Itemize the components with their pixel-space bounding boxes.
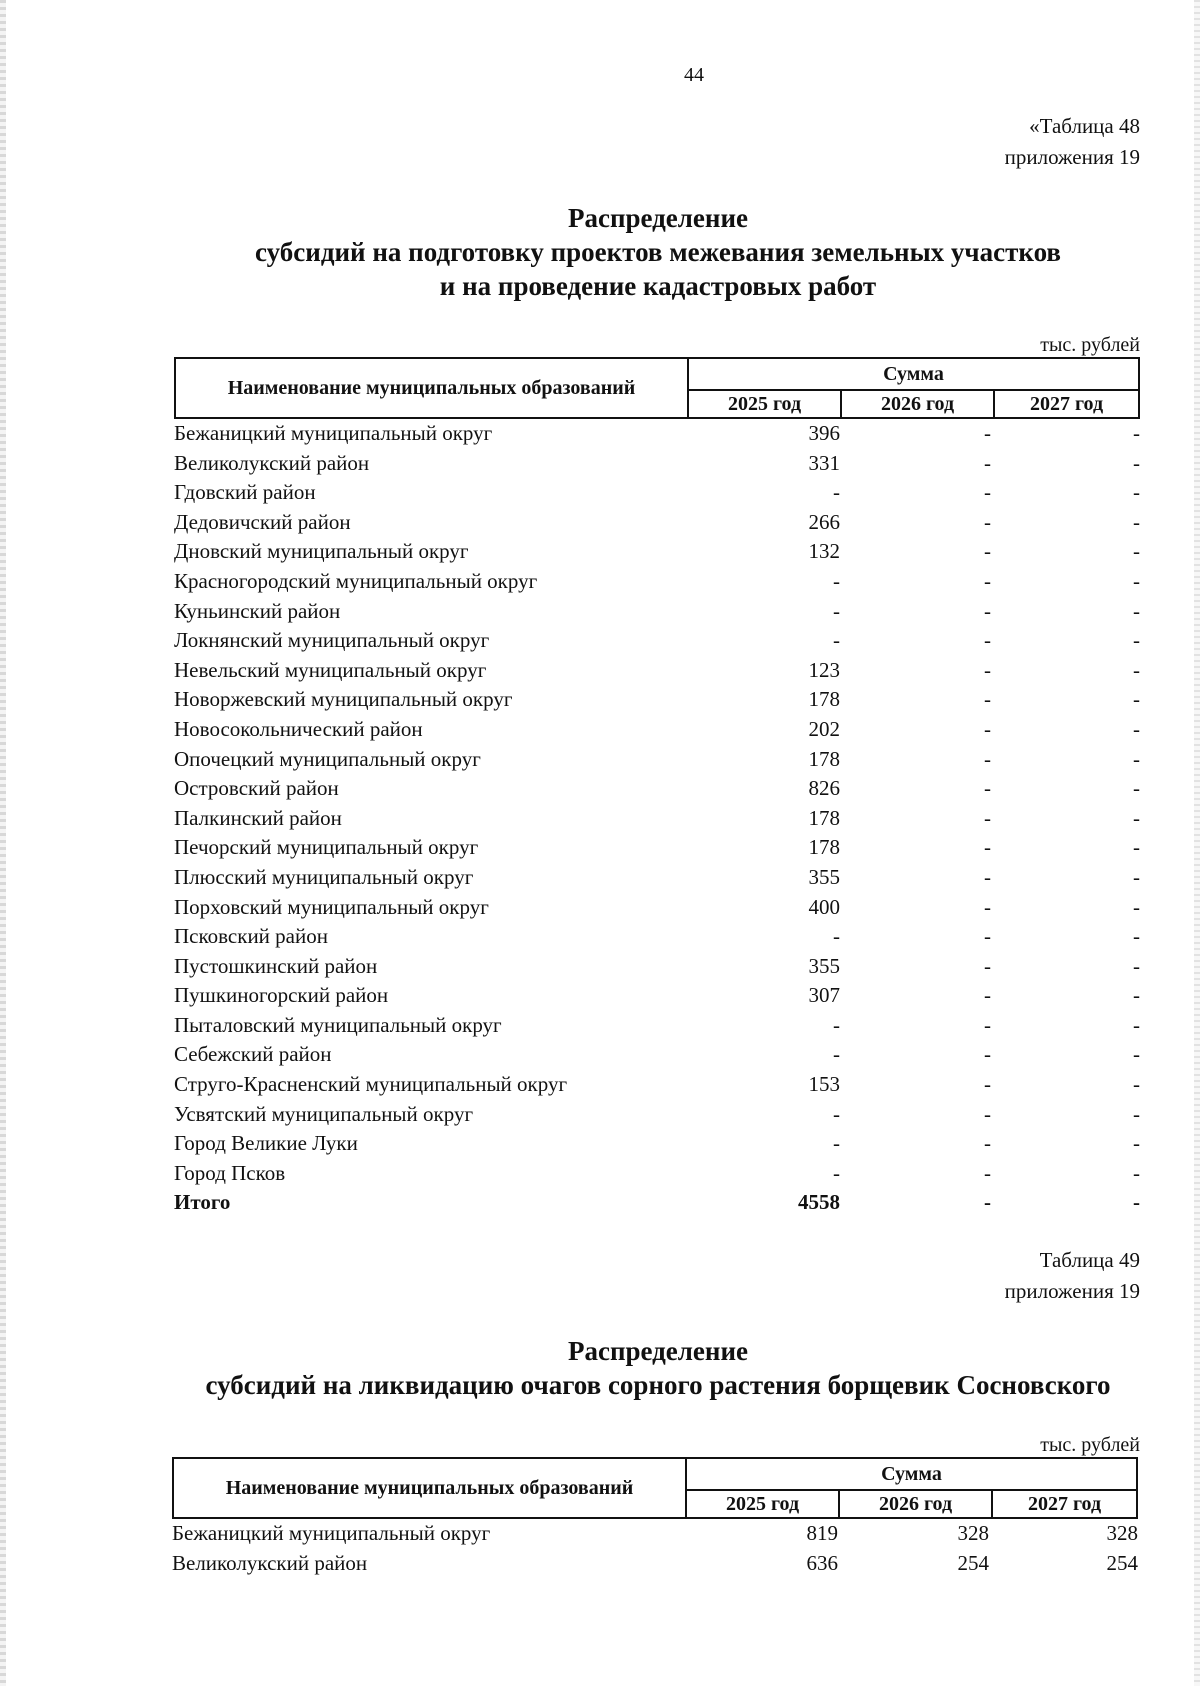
- cell-2025: 331: [808, 450, 840, 475]
- table49-title-line1: Распределение: [567, 1336, 749, 1366]
- row-name: Опочецкий муниципальный округ: [174, 746, 481, 771]
- row-name: Бежаницкий муниципальный округ: [172, 1521, 491, 1545]
- table-row: [174, 1100, 1140, 1130]
- table-row: [174, 478, 1140, 508]
- cell-2027: -: [1133, 1160, 1140, 1185]
- cell-2025: 4558: [798, 1190, 840, 1215]
- cell-2026: -: [984, 953, 991, 978]
- row-name: Город Псков: [174, 1160, 286, 1185]
- cell-2026: -: [984, 1190, 991, 1215]
- cell-2027: -: [1133, 716, 1140, 741]
- table-row: [174, 567, 1140, 597]
- row-name: Невельский муниципальный округ: [174, 657, 487, 682]
- table-row: [174, 774, 1140, 804]
- cell-2027: -: [1133, 598, 1140, 623]
- table-row: [174, 804, 1140, 834]
- table-row: [172, 1519, 1138, 1549]
- row-name: Новосокольнический район: [174, 716, 423, 741]
- cell-2025: -: [833, 1042, 840, 1067]
- table49-header-sum: Сумма: [686, 1458, 1137, 1490]
- table48-body: [174, 419, 1140, 1218]
- row-name: Дедовичский район: [174, 509, 351, 534]
- cell-2026: -: [984, 421, 991, 445]
- cell-2026: -: [984, 1160, 991, 1185]
- table-row: [174, 981, 1140, 1011]
- cell-2025: 132: [808, 539, 840, 564]
- row-name: Великолукский район: [172, 1550, 368, 1575]
- cell-2025: 826: [808, 776, 840, 801]
- table-row: [174, 1040, 1140, 1070]
- table-row: [174, 1159, 1140, 1189]
- row-name: Итого: [174, 1190, 231, 1215]
- cell-2026: -: [984, 450, 991, 475]
- row-name: Пушкиногорский район: [174, 983, 389, 1008]
- cell-2027: -: [1133, 894, 1140, 919]
- cell-2025: 153: [808, 1072, 840, 1097]
- cell-2025: -: [833, 1012, 840, 1037]
- table49-header-2026: 2026 год: [839, 1490, 992, 1518]
- table-row: [174, 745, 1140, 775]
- cell-2026: 254: [957, 1550, 989, 1575]
- table49-ref-line1: Таблица 49: [1039, 1248, 1140, 1272]
- cell-2025: 396: [808, 421, 840, 445]
- cell-2027: 328: [1106, 1521, 1138, 1545]
- cell-2026: -: [984, 1072, 991, 1097]
- cell-2025: 178: [808, 746, 840, 771]
- row-name: Себежский район: [174, 1042, 332, 1067]
- table48-header-2026: 2026 год: [841, 390, 994, 418]
- row-name: Куньинский район: [174, 598, 341, 623]
- cell-2027: -: [1133, 480, 1140, 505]
- row-name: Островский район: [174, 776, 339, 801]
- cell-2027: -: [1133, 1190, 1140, 1215]
- table48-title-line2: субсидий на подготовку проектов межевания земельных участков: [255, 237, 1061, 267]
- row-name: Новоржевский муниципальный округ: [174, 687, 513, 712]
- cell-2025: 178: [808, 805, 840, 830]
- cell-2027: -: [1133, 687, 1140, 712]
- cell-2026: -: [984, 598, 991, 623]
- table49-reference: [1005, 1245, 1140, 1307]
- cell-2025: -: [833, 1131, 840, 1156]
- cell-2027: -: [1133, 509, 1140, 534]
- table48-ref-line1: «Таблица 48: [1029, 114, 1140, 138]
- row-name: Гдовский район: [174, 480, 316, 505]
- table48-header-sum: Сумма: [688, 358, 1139, 390]
- cell-2026: -: [984, 509, 991, 534]
- table48-title: [0, 201, 1200, 303]
- table48-title-line1: Распределение: [567, 203, 749, 233]
- cell-2025: 307: [808, 983, 840, 1008]
- cell-2027: -: [1133, 1042, 1140, 1067]
- table-row: [174, 1011, 1140, 1041]
- row-name: Усвятский муниципальный округ: [174, 1101, 474, 1126]
- table-row: [174, 833, 1140, 863]
- cell-2026: -: [984, 983, 991, 1008]
- cell-2027: -: [1133, 953, 1140, 978]
- cell-2025: 819: [806, 1521, 838, 1545]
- cell-2027: -: [1133, 1012, 1140, 1037]
- table-row: [174, 893, 1140, 923]
- cell-2025: -: [833, 480, 840, 505]
- cell-2026: -: [984, 1131, 991, 1156]
- table48-header: [174, 357, 1140, 419]
- row-name: Псковский район: [174, 924, 328, 949]
- table-row: [174, 656, 1140, 686]
- cell-2027: -: [1133, 1072, 1140, 1097]
- cell-2025: -: [833, 1160, 840, 1185]
- cell-2025: 202: [808, 716, 840, 741]
- cell-2027: -: [1133, 805, 1140, 830]
- row-name: Красногородский муниципальный округ: [174, 568, 538, 593]
- table-row: [174, 715, 1140, 745]
- cell-2025: -: [833, 1101, 840, 1126]
- table48-title-line3: и на проведение кадастровых работ: [439, 271, 877, 301]
- table49-header: [172, 1457, 1138, 1519]
- cell-2026: -: [984, 894, 991, 919]
- cell-2027: -: [1133, 450, 1140, 475]
- table-row: [174, 685, 1140, 715]
- table48-ref-line2: приложения 19: [1004, 145, 1140, 169]
- cell-2025: 266: [808, 509, 840, 534]
- table-row: [174, 537, 1140, 567]
- row-name: Пустошкинский район: [174, 953, 378, 978]
- cell-2027: 254: [1106, 1550, 1138, 1575]
- row-name: Город Великие Луки: [174, 1131, 358, 1156]
- page-number: 44: [684, 64, 704, 86]
- table48-header-2025: 2025 год: [688, 390, 841, 418]
- row-name: Палкинский район: [174, 805, 342, 830]
- cell-2026: -: [984, 1042, 991, 1067]
- cell-2025: -: [833, 628, 840, 653]
- cell-2025: -: [833, 598, 840, 623]
- cell-2026: -: [984, 657, 991, 682]
- table-row: [174, 449, 1140, 479]
- cell-2027: -: [1133, 421, 1140, 445]
- row-name: Струго-Красненский муниципальный округ: [174, 1072, 568, 1097]
- table49-ref-line2: приложения 19: [1004, 1279, 1140, 1303]
- cell-2026: -: [984, 539, 991, 564]
- row-name: Дновский муниципальный округ: [174, 539, 469, 564]
- table-row: [174, 922, 1140, 952]
- cell-2026: -: [984, 1101, 991, 1126]
- cell-2025: -: [833, 924, 840, 949]
- cell-2025: 355: [808, 864, 840, 889]
- table-row: [172, 1549, 1138, 1579]
- row-name: Пыталовский муниципальный округ: [174, 1012, 502, 1037]
- cell-2025: 355: [808, 953, 840, 978]
- cell-2027: -: [1133, 657, 1140, 682]
- cell-2027: -: [1133, 628, 1140, 653]
- row-name: Локнянский муниципальный округ: [174, 628, 490, 653]
- cell-2026: -: [984, 568, 991, 593]
- row-name: Плюсский муниципальный округ: [174, 864, 474, 889]
- cell-2026: 328: [957, 1521, 989, 1545]
- cell-2027: -: [1133, 539, 1140, 564]
- cell-2026: -: [984, 864, 991, 889]
- cell-2026: -: [984, 924, 991, 949]
- row-name: Бежаницкий муниципальный округ: [174, 421, 493, 445]
- cell-2025: 123: [808, 657, 840, 682]
- cell-2026: -: [984, 687, 991, 712]
- cell-2027: -: [1133, 1131, 1140, 1156]
- table49-title-line2: субсидий на ликвидацию очагов сорного растения борщевик Сосновского: [205, 1370, 1111, 1400]
- row-name: Порховский муниципальный округ: [174, 894, 489, 919]
- cell-2027: -: [1133, 568, 1140, 593]
- cell-2026: -: [984, 835, 991, 860]
- table-row: [174, 863, 1140, 893]
- cell-2025: 400: [808, 894, 840, 919]
- cell-2026: -: [984, 776, 991, 801]
- cell-2026: -: [984, 805, 991, 830]
- cell-2026: -: [984, 1012, 991, 1037]
- table49-title: [0, 1334, 1200, 1402]
- cell-2026: -: [984, 716, 991, 741]
- table-row: [174, 597, 1140, 627]
- cell-2025: -: [833, 568, 840, 593]
- cell-2027: -: [1133, 1101, 1140, 1126]
- cell-2027: -: [1133, 746, 1140, 771]
- cell-2025: 178: [808, 835, 840, 860]
- table49-header-2025: 2025 год: [686, 1490, 839, 1518]
- cell-2027: -: [1133, 983, 1140, 1008]
- cell-2025: 636: [806, 1550, 838, 1575]
- table48-header-2027: 2027 год: [994, 390, 1139, 418]
- table49-header-name: Наименование муниципальных образований: [173, 1458, 686, 1518]
- cell-2026: -: [984, 628, 991, 653]
- table49-body: [172, 1519, 1138, 1578]
- cell-2027: -: [1133, 776, 1140, 801]
- row-name: Великолукский район: [174, 450, 370, 475]
- table-row: [174, 508, 1140, 538]
- total-row: [174, 1188, 1140, 1218]
- cell-2027: -: [1133, 924, 1140, 949]
- table-row: [174, 419, 1140, 449]
- cell-2027: -: [1133, 835, 1140, 860]
- table48-header-name: Наименование муниципальных образований: [175, 358, 688, 418]
- table48-reference: [1005, 111, 1140, 173]
- cell-2026: -: [984, 480, 991, 505]
- table49-header-2027: 2027 год: [992, 1490, 1137, 1518]
- table-row: [174, 1129, 1140, 1159]
- table48-units: тыс. рублей: [1040, 334, 1140, 356]
- table-row: [174, 1070, 1140, 1100]
- table49-units: тыс. рублей: [1040, 1434, 1140, 1456]
- cell-2026: -: [984, 746, 991, 771]
- cell-2027: -: [1133, 864, 1140, 889]
- table-row: [174, 626, 1140, 656]
- row-name: Печорский муниципальный округ: [174, 835, 479, 860]
- table-row: [174, 952, 1140, 982]
- cell-2025: 178: [808, 687, 840, 712]
